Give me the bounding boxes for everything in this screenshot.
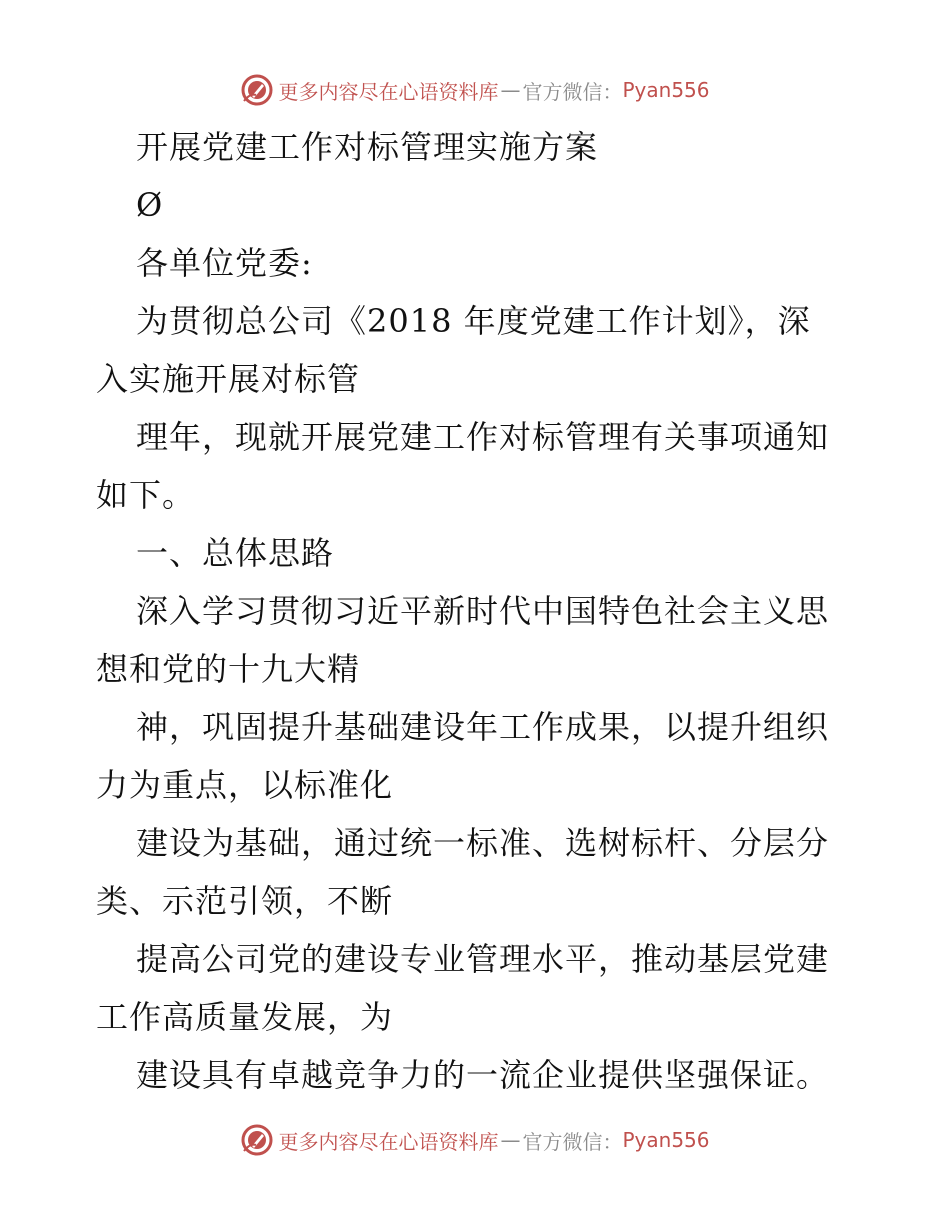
watermark-label: 官方微信： — [522, 1129, 623, 1154]
pen-badge-icon — [240, 1123, 274, 1157]
watermark-site-text: 更多内容尽在心语资料库 — [278, 1129, 499, 1154]
watermark-id: Pyan556 — [622, 78, 710, 102]
pen-badge-icon — [240, 73, 274, 107]
paragraph-line: 深入学习贯彻习近平新时代中国特色社会主义思 — [136, 592, 830, 630]
watermark-site-text: 更多内容尽在心语资料库 — [278, 79, 499, 104]
paragraph-line: 如下。 — [96, 476, 196, 514]
paragraph-line: 神，巩固提升基础建设年工作成果，以提升组织 — [136, 708, 830, 746]
watermark-header — [0, 70, 950, 110]
watermark-id: Pyan556 — [622, 1128, 710, 1152]
paragraph-line: 想和党的十九大精 — [96, 650, 361, 688]
section-heading: 一、总体思路 — [136, 534, 335, 572]
paragraph-line: 建设为基础，通过统一标准、选树标杆、分层分 — [136, 824, 830, 862]
document-symbol: Ø — [136, 186, 164, 224]
document-title: 开展党建工作对标管理实施方案 — [136, 128, 599, 166]
paragraph-line: 理年，现就开展党建工作对标管理有关事项通知 — [136, 418, 830, 456]
watermark-label: 官方微信： — [522, 79, 623, 104]
paragraph-line: 入实施开展对标管 — [96, 360, 361, 398]
document-salutation: 各单位党委: — [136, 244, 313, 282]
document-body — [96, 118, 856, 1104]
paragraph-line: 建设具有卓越竞争力的一流企业提供坚强保证。 — [136, 1056, 830, 1094]
watermark-dash: — — [500, 78, 521, 102]
watermark-footer — [0, 1120, 950, 1160]
paragraph-line: 力为重点，以标准化 — [96, 766, 394, 804]
paragraph-line: 为贯彻总公司《2018 年度党建工作计划》，深 — [136, 302, 811, 340]
watermark-dash: — — [500, 1128, 521, 1152]
paragraph-line: 提高公司党的建设专业管理水平，推动基层党建 — [136, 940, 830, 978]
paragraph-line: 工作高质量发展，为 — [96, 998, 394, 1036]
paragraph-line: 类、示范引领，不断 — [96, 882, 394, 920]
